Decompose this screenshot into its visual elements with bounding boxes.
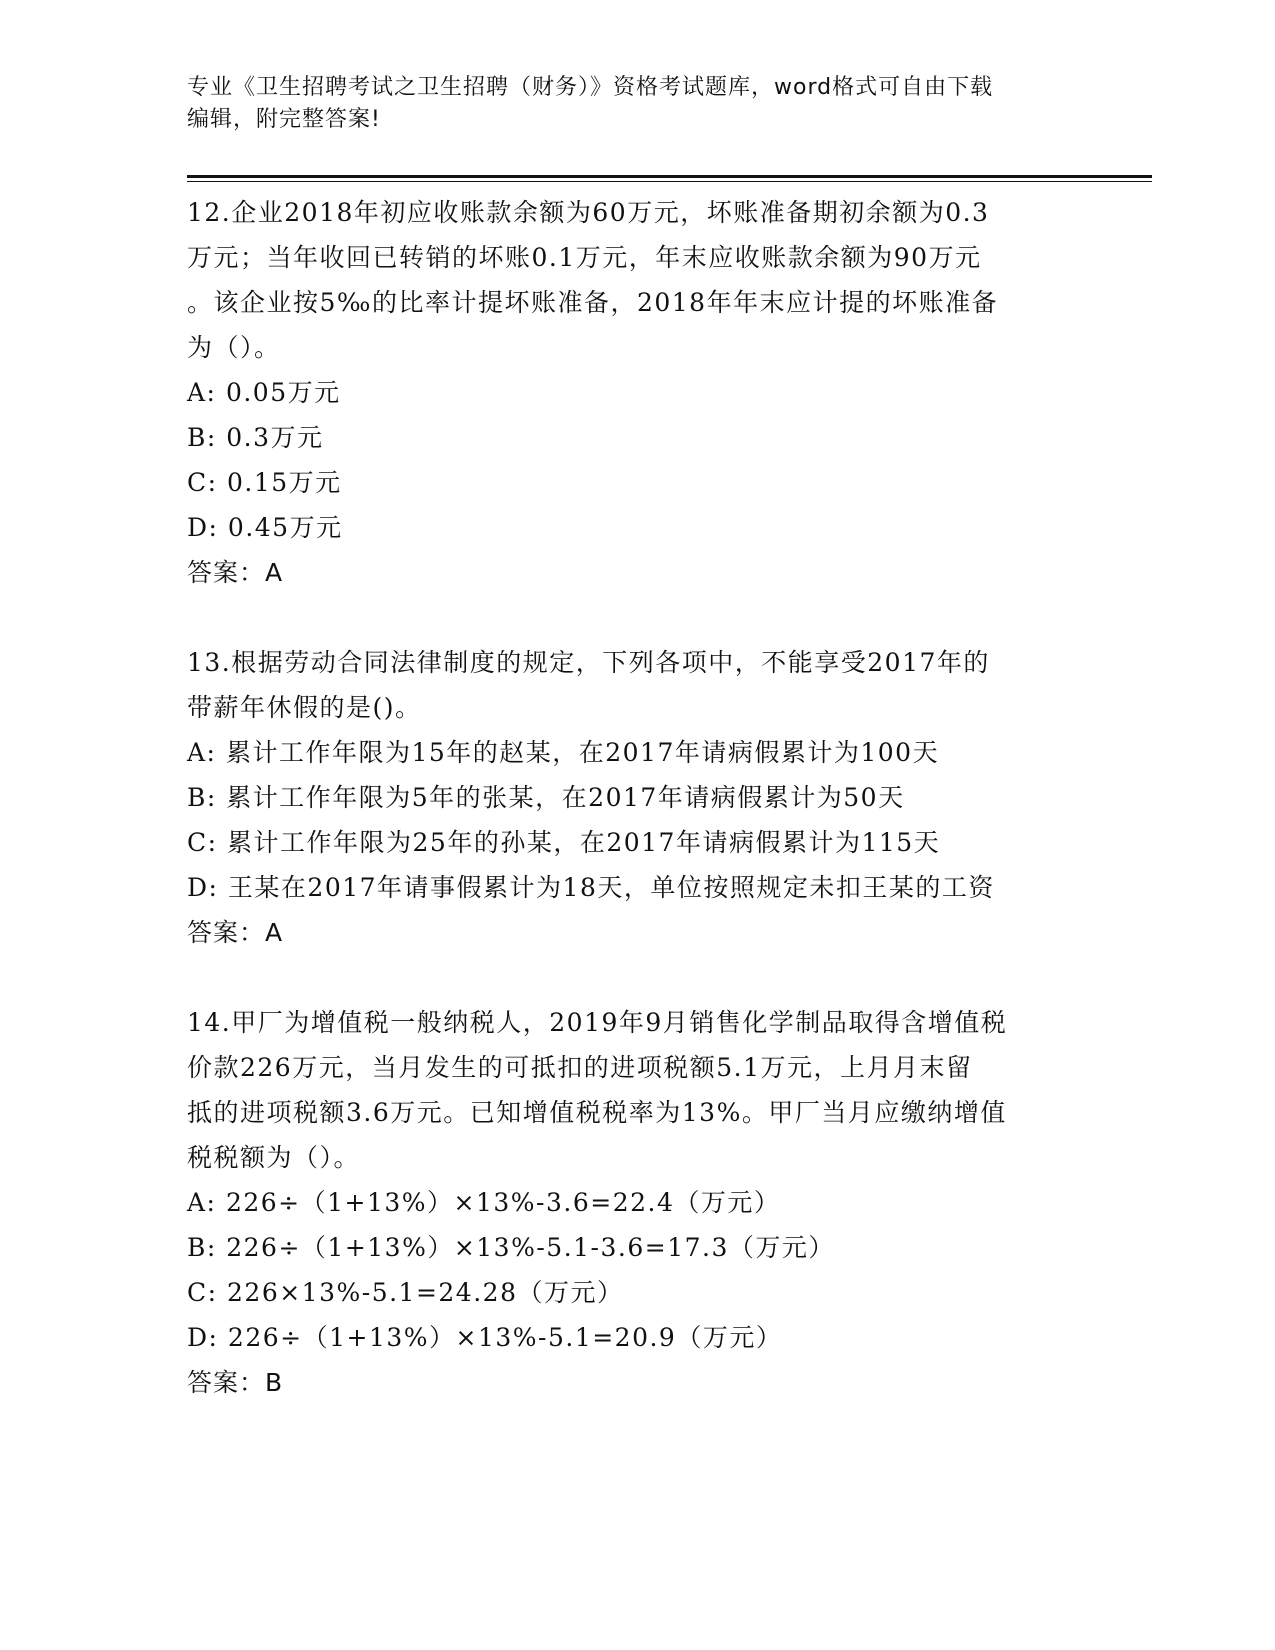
option-c — [187, 1270, 1087, 1315]
header-line-1: 专业《卫生招聘考试之卫生招聘（财务）》资格考试题库，word格式可自由下载 — [187, 75, 994, 100]
option-label: D: — [187, 873, 219, 902]
option-text: 0.05万元 — [225, 378, 341, 407]
answer-line: 答案：B — [187, 1368, 284, 1397]
question-line: 万元；当年收回已转销的坏账0.1万元，年末应收账款余额为90万元 — [187, 243, 982, 272]
option-d — [187, 1315, 1087, 1360]
question-spacer — [187, 595, 1087, 640]
question-12 — [187, 190, 1087, 595]
question-line: 价款226万元，当月发生的可抵扣的进项税额5.1万元，上月月末留 — [187, 1053, 973, 1082]
option-label: D: — [187, 513, 219, 542]
question-line: 。该企业按5‰的比率计提坏账准备，2018年年末应计提的坏账准备 — [187, 288, 999, 317]
document-header — [187, 72, 1087, 136]
question-13 — [187, 640, 1087, 955]
question-spacer — [187, 955, 1087, 1000]
option-text: 226×13%-5.1=24.28（万元） — [227, 1278, 624, 1307]
option-b — [187, 775, 1087, 820]
option-label: A: — [187, 738, 217, 767]
option-text: 0.15万元 — [227, 468, 342, 497]
answer-line: 答案：A — [187, 558, 284, 587]
question-line: 带薪年休假的是()。 — [187, 693, 422, 722]
option-label: B: — [187, 1233, 217, 1262]
questions-container — [187, 190, 1087, 1405]
option-text: 累计工作年限为5年的张某，在2017年请病假累计为50天 — [226, 783, 905, 812]
option-c — [187, 460, 1087, 505]
option-label: B: — [187, 423, 217, 452]
question-stem — [187, 640, 1087, 730]
option-label: B: — [187, 783, 217, 812]
question-line: 13.根据劳动合同法律制度的规定，下列各项中，不能享受2017年的 — [187, 648, 990, 677]
option-text: 0.3万元 — [226, 423, 324, 452]
option-b — [187, 415, 1087, 460]
option-text: 226÷（1+13%）×13%-3.6=22.4（万元） — [225, 1188, 781, 1217]
question-stem — [187, 190, 1087, 370]
option-text: 王某在2017年请事假累计为18天，单位按照规定未扣王某的工资 — [227, 873, 995, 902]
option-a — [187, 730, 1087, 775]
option-b — [187, 1225, 1087, 1270]
header-rule-thick — [187, 175, 1152, 178]
option-a — [187, 1180, 1087, 1225]
option-a — [187, 370, 1087, 415]
question-line: 为（）。 — [187, 333, 281, 362]
option-label: A: — [187, 378, 217, 407]
option-text: 累计工作年限为25年的孙某，在2017年请病假累计为115天 — [227, 828, 941, 857]
header-rule-thin — [187, 181, 1152, 182]
question-stem — [187, 1000, 1087, 1180]
option-c — [187, 820, 1087, 865]
option-label: C: — [187, 828, 218, 857]
option-text: 226÷（1+13%）×13%-5.1-3.6=17.3（万元） — [226, 1233, 835, 1262]
option-text: 0.45万元 — [227, 513, 343, 542]
option-label: A: — [187, 1188, 217, 1217]
option-label: C: — [187, 1278, 218, 1307]
question-line: 14.甲厂为增值税一般纳税人，2019年9月销售化学制品取得含增值税 — [187, 1008, 1008, 1037]
option-label: C: — [187, 468, 218, 497]
answer-line: 答案：A — [187, 918, 284, 947]
option-text: 累计工作年限为15年的赵某，在2017年请病假累计为100天 — [225, 738, 940, 767]
question-line: 税税额为（）。 — [187, 1143, 361, 1172]
question-line: 12.企业2018年初应收账款余额为60万元，坏账准备期初余额为0.3 — [187, 198, 990, 227]
option-text: 226÷（1+13%）×13%-5.1=20.9（万元） — [227, 1323, 783, 1352]
option-label: D: — [187, 1323, 219, 1352]
option-d — [187, 865, 1087, 910]
header-line-2: 编辑，附完整答案! — [187, 107, 381, 132]
option-d — [187, 505, 1087, 550]
question-14 — [187, 1000, 1087, 1405]
question-line: 抵的进项税额3.6万元。已知增值税税率为13%。甲厂当月应缴纳增值 — [187, 1098, 1007, 1127]
